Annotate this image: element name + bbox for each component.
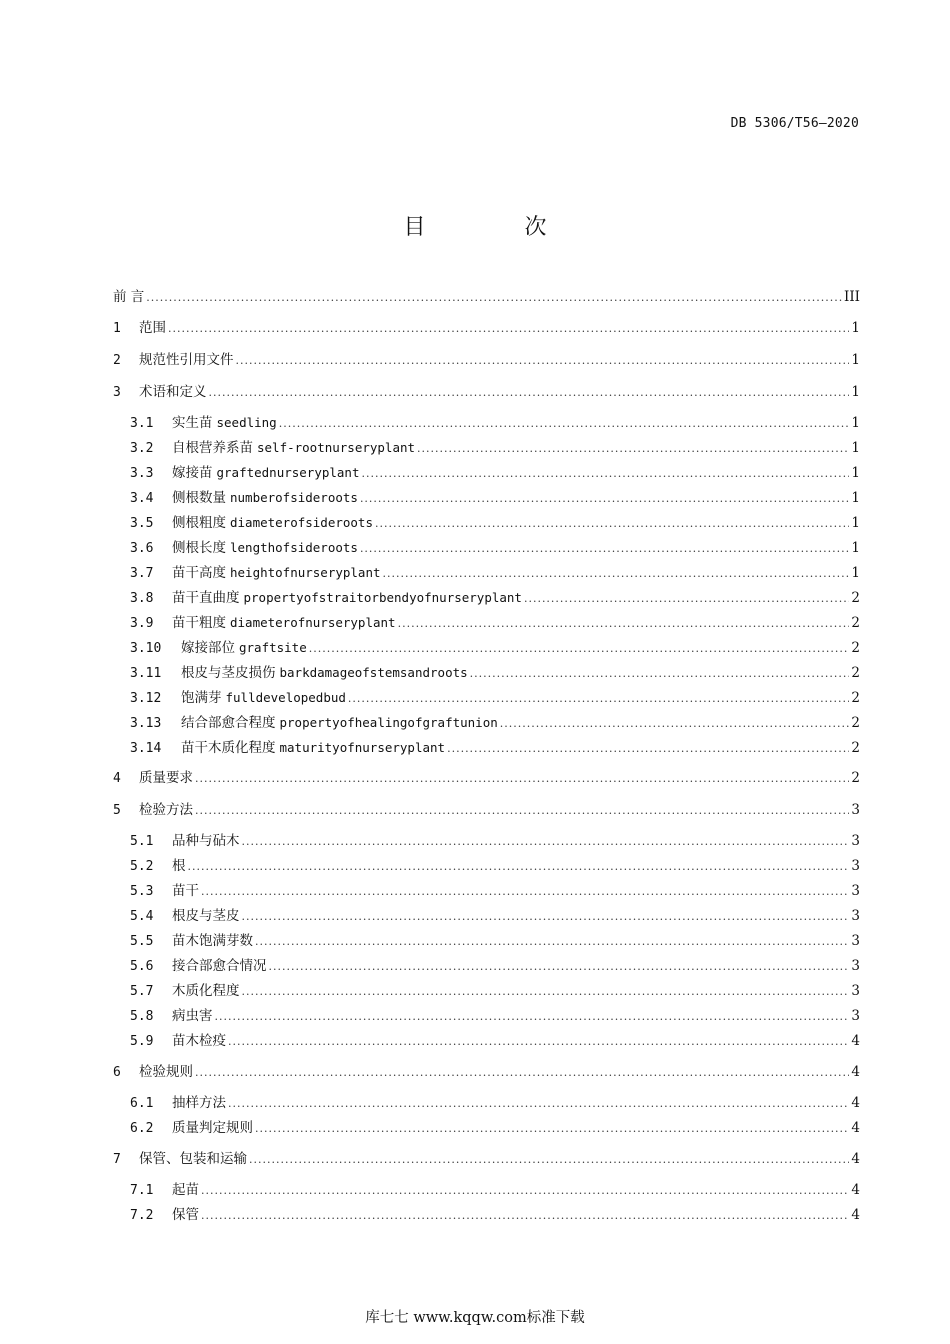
toc-number: 5.2 <box>130 859 154 874</box>
toc-label: 接合部愈合情况 <box>172 958 267 974</box>
toc-page-number: 1 <box>851 490 860 506</box>
toc-dot-leader <box>417 438 849 460</box>
toc-label: 苗干高度 <box>172 565 226 581</box>
toc-dot-leader <box>249 1149 849 1171</box>
toc-page-number: 2 <box>851 690 860 706</box>
toc-label: 前 言 <box>113 289 145 305</box>
toc-entry[interactable] <box>113 1148 860 1170</box>
toc-number: 7.2 <box>130 1208 154 1223</box>
toc-number: 3.13 <box>130 716 162 731</box>
toc-label: 检验方法 <box>139 802 193 818</box>
toc-english-term: maturityofnurseryplant <box>279 740 446 755</box>
toc-dot-leader <box>398 613 850 635</box>
toc-dot-leader <box>209 382 850 404</box>
toc-page-number: III <box>844 289 860 305</box>
toc-label: 苗木检疫 <box>172 1033 226 1049</box>
toc-label: 范围 <box>139 320 166 336</box>
toc-dot-leader <box>195 800 849 822</box>
toc-subentry[interactable] <box>130 980 860 1002</box>
toc-number: 3.14 <box>130 741 162 756</box>
toc-subentry[interactable] <box>130 1005 860 1027</box>
toc-subentry[interactable] <box>130 1179 860 1201</box>
toc-subentry[interactable] <box>130 587 860 609</box>
toc-number: 3.9 <box>130 616 154 631</box>
toc-dot-leader <box>242 831 850 853</box>
toc-number: 5.5 <box>130 934 154 949</box>
toc-dot-leader <box>255 931 849 953</box>
toc-number: 5.6 <box>130 959 154 974</box>
toc-page-number: 1 <box>851 384 860 400</box>
toc-dot-leader <box>279 413 850 435</box>
toc-entry[interactable] <box>113 317 860 339</box>
toc-label: 规范性引用文件 <box>139 352 234 368</box>
toc-label: 苗干 <box>172 883 199 899</box>
toc-english-term: self-rootnurseryplant <box>257 440 416 455</box>
toc-page-number: 1 <box>851 515 860 531</box>
toc-english-term: heightofnurseryplant <box>230 565 381 580</box>
toc-subentry[interactable] <box>130 612 860 634</box>
toc-number: 4 <box>113 771 121 786</box>
toc-dot-leader <box>168 318 849 340</box>
toc-subentry[interactable] <box>130 855 860 877</box>
toc-page-number: 4 <box>851 1033 860 1049</box>
toc-number: 6 <box>113 1065 121 1080</box>
toc-subentry[interactable] <box>130 637 860 659</box>
toc-english-term: numberofsideroots <box>230 490 358 505</box>
toc-page-number: 4 <box>851 1207 860 1223</box>
toc-subentry[interactable] <box>130 737 860 759</box>
toc-entry[interactable] <box>113 1061 860 1083</box>
toc-label: 木质化程度 <box>172 983 240 999</box>
toc-label: 病虫害 <box>172 1008 213 1024</box>
toc-page-number: 3 <box>851 933 860 949</box>
toc-label: 苗木饱满芽数 <box>172 933 253 949</box>
toc-dot-leader <box>195 768 849 790</box>
toc-page-number: 2 <box>851 665 860 681</box>
toc-page-number: 1 <box>851 565 860 581</box>
toc-entry[interactable] <box>113 381 860 403</box>
toc-dot-leader <box>375 513 849 535</box>
toc-number: 6.2 <box>130 1121 154 1136</box>
toc-page-number: 2 <box>851 715 860 731</box>
toc-dot-leader <box>362 463 850 485</box>
toc-label: 品种与砧木 <box>172 833 240 849</box>
toc-page-number: 1 <box>851 540 860 556</box>
toc-subentry[interactable] <box>130 712 860 734</box>
toc-label: 嫁接部位 <box>181 640 235 656</box>
toc-page-number: 1 <box>851 440 860 456</box>
toc-english-term: graftednurseryplant <box>216 465 360 480</box>
toc-label: 侧根数量 <box>172 490 226 506</box>
toc-number: 3.2 <box>130 441 154 456</box>
toc-number: 5.9 <box>130 1034 154 1049</box>
toc-dot-leader <box>470 663 850 685</box>
toc-page-number: 4 <box>851 1182 860 1198</box>
toc-entry[interactable] <box>113 767 860 789</box>
toc-number: 5.4 <box>130 909 154 924</box>
toc-number: 7.1 <box>130 1183 154 1198</box>
toc-number: 3.1 <box>130 416 154 431</box>
toc-page-number: 3 <box>851 883 860 899</box>
toc-label: 侧根长度 <box>172 540 226 556</box>
toc-label: 根皮与茎皮损伤 <box>181 665 276 681</box>
toc-page-number: 2 <box>851 590 860 606</box>
toc-page-number: 3 <box>851 908 860 924</box>
toc-number: 3.11 <box>130 666 162 681</box>
toc-label: 侧根粗度 <box>172 515 226 531</box>
toc-subentry[interactable] <box>130 1204 860 1226</box>
toc-english-term: propertyofhealingofgraftunion <box>279 715 498 730</box>
toc-number: 3.8 <box>130 591 154 606</box>
page-title: 目 次 <box>403 215 593 240</box>
toc-english-term: diameterofsideroots <box>230 515 373 530</box>
toc-dot-leader <box>146 287 842 309</box>
toc-page-number: 4 <box>851 1120 860 1136</box>
toc-english-term: fulldevelopedbud <box>225 690 346 705</box>
toc-number: 6.1 <box>130 1096 154 1111</box>
toc-label: 术语和定义 <box>139 384 207 400</box>
toc-number: 3.3 <box>130 466 154 481</box>
toc-number: 3.6 <box>130 541 154 556</box>
toc-number: 7 <box>113 1152 121 1167</box>
toc-number: 5.1 <box>130 834 154 849</box>
toc-label: 起苗 <box>172 1182 199 1198</box>
toc-label: 饱满芽 <box>181 690 222 706</box>
toc-subentry[interactable] <box>130 487 860 509</box>
toc-english-term: diameterofnurseryplant <box>230 615 396 630</box>
toc-subentry[interactable] <box>130 1117 860 1139</box>
footer-watermark: 库七七 www.kqqw.com标准下载 <box>365 1310 585 1326</box>
toc-dot-leader <box>500 713 850 735</box>
toc-number: 3.12 <box>130 691 162 706</box>
toc-number: 5 <box>113 803 121 818</box>
toc-label: 保管、包装和运输 <box>139 1151 247 1167</box>
toc-dot-leader <box>201 1180 849 1202</box>
toc-subentry[interactable] <box>130 412 860 434</box>
toc-label: 实生苗 <box>172 415 213 431</box>
toc-label: 质量要求 <box>139 770 193 786</box>
toc-english-term: graftsite <box>239 640 307 655</box>
toc-subentry[interactable] <box>130 462 860 484</box>
toc-number: 5.8 <box>130 1009 154 1024</box>
toc-entry[interactable] <box>113 799 860 821</box>
toc-dot-leader <box>201 1205 849 1227</box>
toc-label: 质量判定规则 <box>172 1120 253 1136</box>
toc-subentry[interactable] <box>130 905 860 927</box>
toc-page-number: 3 <box>851 983 860 999</box>
toc-dot-leader <box>201 881 849 903</box>
toc-subentry[interactable] <box>130 1030 860 1052</box>
toc-dot-leader <box>383 563 850 585</box>
toc-page-number: 2 <box>851 615 860 631</box>
toc-dot-leader <box>242 906 850 928</box>
toc-dot-leader <box>188 856 850 878</box>
toc-page-number: 3 <box>851 958 860 974</box>
toc-label: 抽样方法 <box>172 1095 226 1111</box>
toc-number: 3.10 <box>130 641 162 656</box>
document-code: DB 5306/T56—2020 <box>730 116 859 131</box>
toc-label: 保管 <box>172 1207 199 1223</box>
toc-subentry[interactable] <box>130 1092 860 1114</box>
toc-entry[interactable] <box>113 349 860 371</box>
toc-dot-leader <box>242 981 850 1003</box>
toc-page-number: 1 <box>851 415 860 431</box>
toc-page-number: 2 <box>851 640 860 656</box>
toc-label: 苗干粗度 <box>172 615 226 631</box>
toc-label: 自根营养系苗 <box>172 440 253 456</box>
toc-page-number: 1 <box>851 465 860 481</box>
toc-subentry[interactable] <box>130 880 860 902</box>
toc-english-term: barkdamageofstemsandroots <box>279 665 468 680</box>
toc-dot-leader <box>236 350 850 372</box>
toc-dot-leader <box>228 1031 849 1053</box>
toc-subentry[interactable] <box>130 930 860 952</box>
toc-page-number: 4 <box>851 1064 860 1080</box>
toc-subentry[interactable] <box>130 662 860 684</box>
toc-dot-leader <box>215 1006 850 1028</box>
toc-dot-leader <box>447 738 849 760</box>
toc-label: 检验规则 <box>139 1064 193 1080</box>
toc-dot-leader <box>524 588 849 610</box>
toc-page-number: 3 <box>851 1008 860 1024</box>
toc-dot-leader <box>255 1118 849 1140</box>
toc-label: 嫁接苗 <box>172 465 213 481</box>
toc-page-number: 1 <box>851 352 860 368</box>
toc-subentry[interactable] <box>130 437 860 459</box>
toc-english-term: propertyofstraitorbendyofnurseryplant <box>243 590 522 605</box>
toc-number: 3.5 <box>130 516 154 531</box>
toc-label: 根 <box>172 858 186 874</box>
toc-label: 苗干木质化程度 <box>181 740 276 756</box>
toc-page-number: 2 <box>851 770 860 786</box>
toc-label: 苗干直曲度 <box>172 590 240 606</box>
toc-page-number: 3 <box>851 858 860 874</box>
toc-number: 1 <box>113 321 121 336</box>
toc-number: 3.7 <box>130 566 154 581</box>
toc-subentry[interactable] <box>130 830 860 852</box>
toc-dot-leader <box>360 538 849 560</box>
toc-dot-leader <box>195 1062 849 1084</box>
toc-entry[interactable] <box>113 286 860 308</box>
toc-number: 5.3 <box>130 884 154 899</box>
toc-dot-leader <box>348 688 849 710</box>
toc-label: 结合部愈合程度 <box>181 715 276 731</box>
toc-english-term: seedling <box>216 415 277 430</box>
toc-page-number: 4 <box>851 1151 860 1167</box>
toc-subentry[interactable] <box>130 955 860 977</box>
toc-number: 3.4 <box>130 491 154 506</box>
toc-subentry[interactable] <box>130 687 860 709</box>
toc-dot-leader <box>309 638 850 660</box>
toc-dot-leader <box>228 1093 849 1115</box>
toc-number: 3 <box>113 385 121 400</box>
toc-page-number: 3 <box>851 802 860 818</box>
toc-dot-leader <box>269 956 850 978</box>
toc-page-number: 2 <box>851 740 860 756</box>
toc-subentry[interactable] <box>130 512 860 534</box>
toc-number: 2 <box>113 353 121 368</box>
toc-page-number: 4 <box>851 1095 860 1111</box>
toc-english-term: lengthofsideroots <box>230 540 358 555</box>
toc-subentry[interactable] <box>130 562 860 584</box>
toc-subentry[interactable] <box>130 537 860 559</box>
toc-dot-leader <box>360 488 849 510</box>
toc-page-number: 1 <box>851 320 860 336</box>
toc-label: 根皮与茎皮 <box>172 908 240 924</box>
toc-page-number: 3 <box>851 833 860 849</box>
toc-number: 5.7 <box>130 984 154 999</box>
